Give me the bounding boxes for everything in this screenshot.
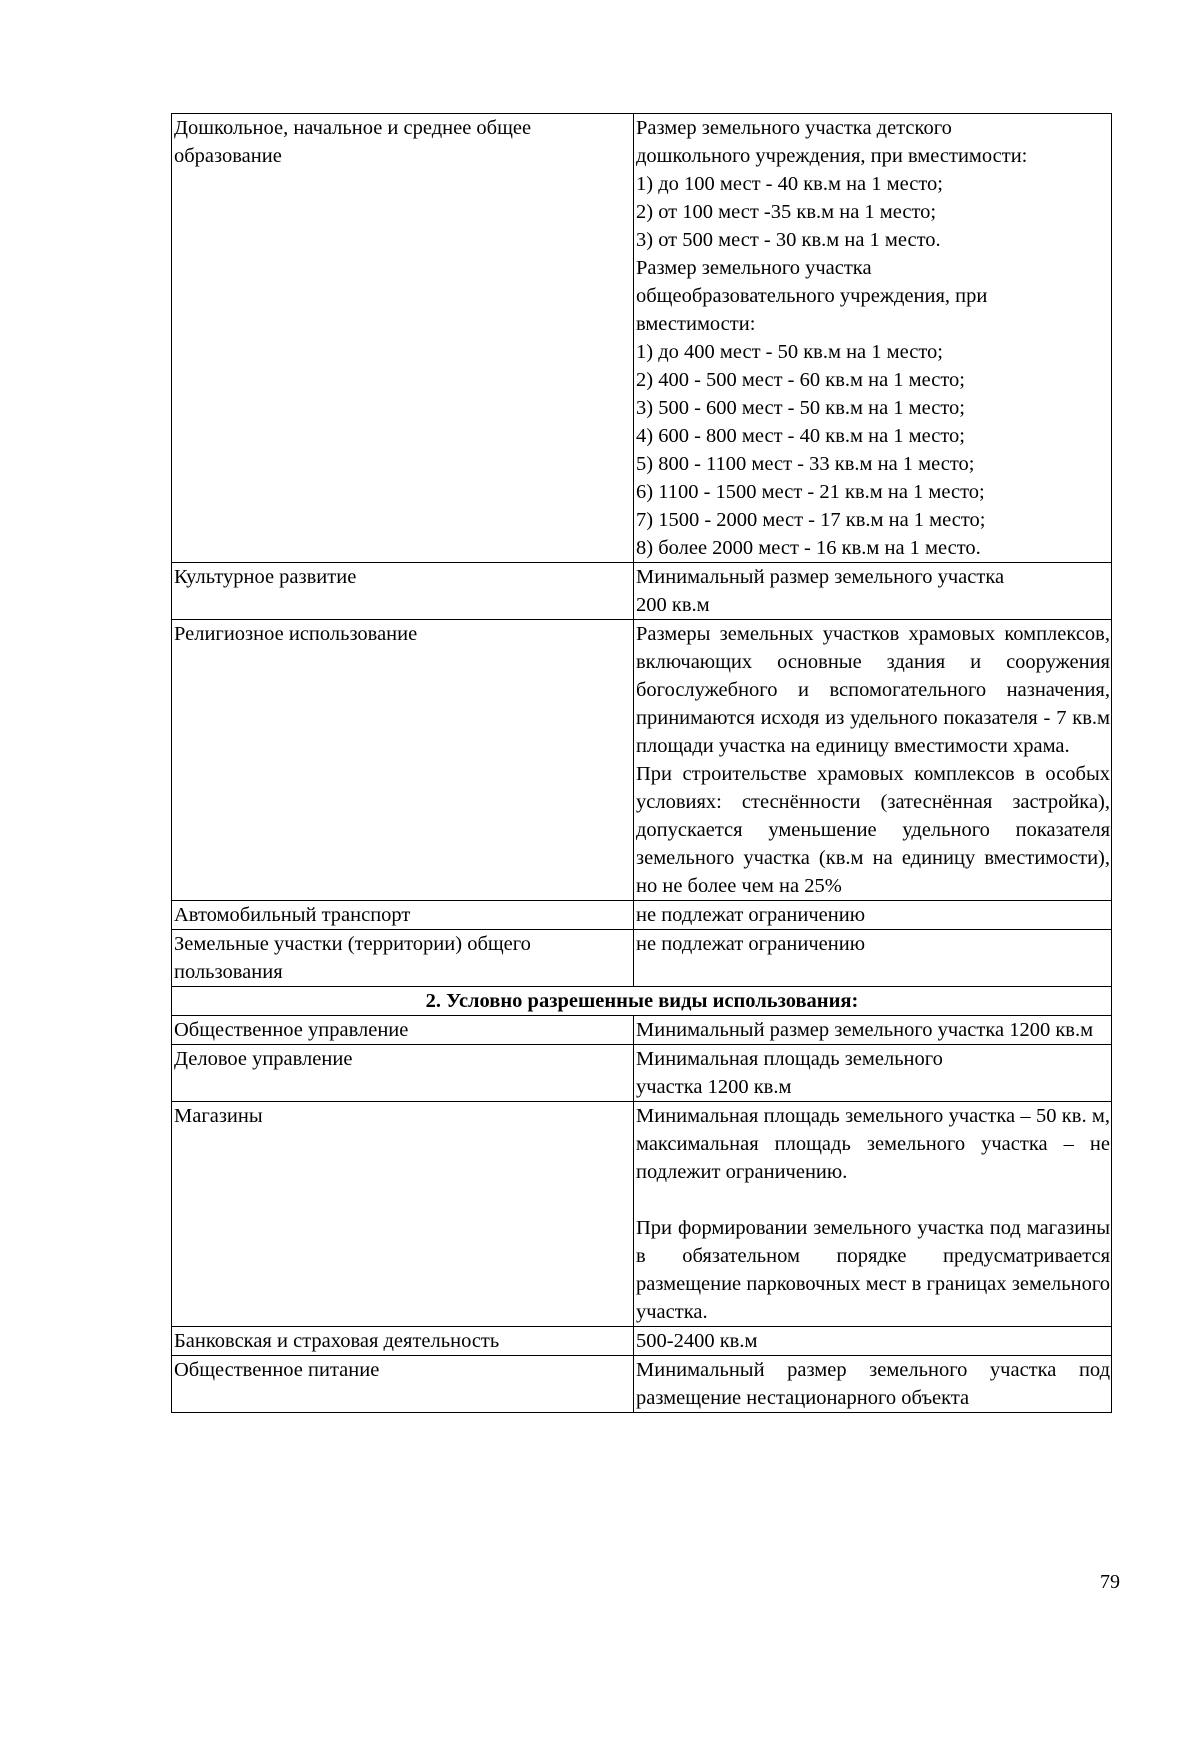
text-line: 3) от 500 мест - 30 кв.м на 1 место. [636,229,941,251]
use-type-cell: Общественное управление [172,1016,634,1045]
text-line: 7) 1500 - 2000 мест - 17 кв.м на 1 место; [636,509,986,531]
text-line: 200 кв.м [636,594,710,616]
use-type-cell: Автомобильный транспорт [172,901,634,930]
use-type-cell: Культурное развитие [172,563,634,620]
paragraph: При строительстве храмовых комплексов в особых условиях: стеснённости (затеснённая застройка), допускается уменьшение удельного показателя земельного участка (кв.м на единицу вместимости), но не более чем на 25% [636,763,1110,897]
text-line: Минимальный размер земельного участка [636,566,1005,588]
text-line: 2) от 100 мест -35 кв.м на 1 место; [636,201,937,223]
use-type-cell: Общественное питание [172,1356,634,1413]
paragraph: Минимальная площадь земельного участка – 50 кв. м, максимальная площадь земельного участка – не подлежит ограничению. [636,1105,1110,1183]
text-line: 1) до 400 мест - 50 кв.м на 1 место; [636,341,943,363]
parameters-cell [634,563,1112,620]
text-line: 2) 400 - 500 мест - 60 кв.м на 1 место; [636,369,965,391]
paragraph: Минимальный размер земельного участка 1200 кв.м [636,1019,1094,1041]
table-row [172,901,1112,930]
section-row [172,987,1112,1016]
parameters-cell: 500-2400 кв.м [634,1327,1112,1356]
text-line: общеобразовательного учреждения, при [636,285,988,307]
paragraph: Минимальный размер земельного участка под размещение нестационарного объекта [636,1359,1110,1409]
text-line: вместимости: [636,313,756,335]
text-line: Минимальная площадь земельного [636,1048,943,1070]
text-line: Размер земельного участка детского [636,117,952,139]
text-line: 4) 600 - 800 мест - 40 кв.м на 1 место; [636,425,965,447]
table-row [172,620,1112,901]
text-line: 8) более 2000 мест - 16 кв.м на 1 место. [636,537,981,559]
text-line: дошкольного учреждения, при вместимости: [636,145,1028,167]
use-type-cell: Земельные участки (территории) общего пользования [172,930,634,987]
page-number: 79 [1100,1571,1120,1593]
paragraph: Размеры земельных участков храмовых комплексов, включающих основные здания и сооружения богослужебного и вспомогательного назначения, принимаются исходя из удельного показателя - 7 кв.м площади участка на единицу вместимости храма. [636,623,1110,757]
parameters-cell: не подлежат ограничению [634,901,1112,930]
table-row [172,563,1112,620]
table-row [172,1045,1112,1102]
parameters-cell [634,114,1112,563]
use-type-cell: Дошкольное, начальное и среднее общее образование [172,114,634,563]
parameters-cell [634,1045,1112,1102]
section-heading: 2. Условно разрешенные виды использования: [172,987,1112,1016]
parameters-cell [634,620,1112,901]
text-line: 6) 1100 - 1500 мест - 21 кв.м на 1 место; [636,481,985,503]
land-use-table [171,113,1112,1413]
parameters-cell: не подлежат ограничению [634,930,1112,987]
parameters-cell [634,1016,1112,1045]
paragraph-gap [636,1186,1110,1214]
text-line: 5) 800 - 1100 мест - 33 кв.м на 1 место; [636,453,975,475]
table-row [172,114,1112,563]
use-type-cell: Банковская и страховая деятельность [172,1327,634,1356]
parameters-cell [634,1102,1112,1327]
text-line: участка 1200 кв.м [636,1076,792,1098]
text-line: 3) 500 - 600 мест - 50 кв.м на 1 место; [636,397,965,419]
use-type-cell: Магазины [172,1102,634,1327]
parameters-cell [634,1356,1112,1413]
text-line: Размер земельного участка [636,257,872,279]
table-row [172,930,1112,987]
table-row [172,1356,1112,1413]
use-type-cell: Деловое управление [172,1045,634,1102]
table-row [172,1327,1112,1356]
paragraph: При формировании земельного участка под магазины в обязательном порядке предусматривается размещение парковочных мест в границах земельного участка. [636,1217,1110,1323]
text-line: 1) до 100 мест - 40 кв.м на 1 место; [636,173,943,195]
table-row [172,1016,1112,1045]
use-type-cell: Религиозное использование [172,620,634,901]
table-row [172,1102,1112,1327]
